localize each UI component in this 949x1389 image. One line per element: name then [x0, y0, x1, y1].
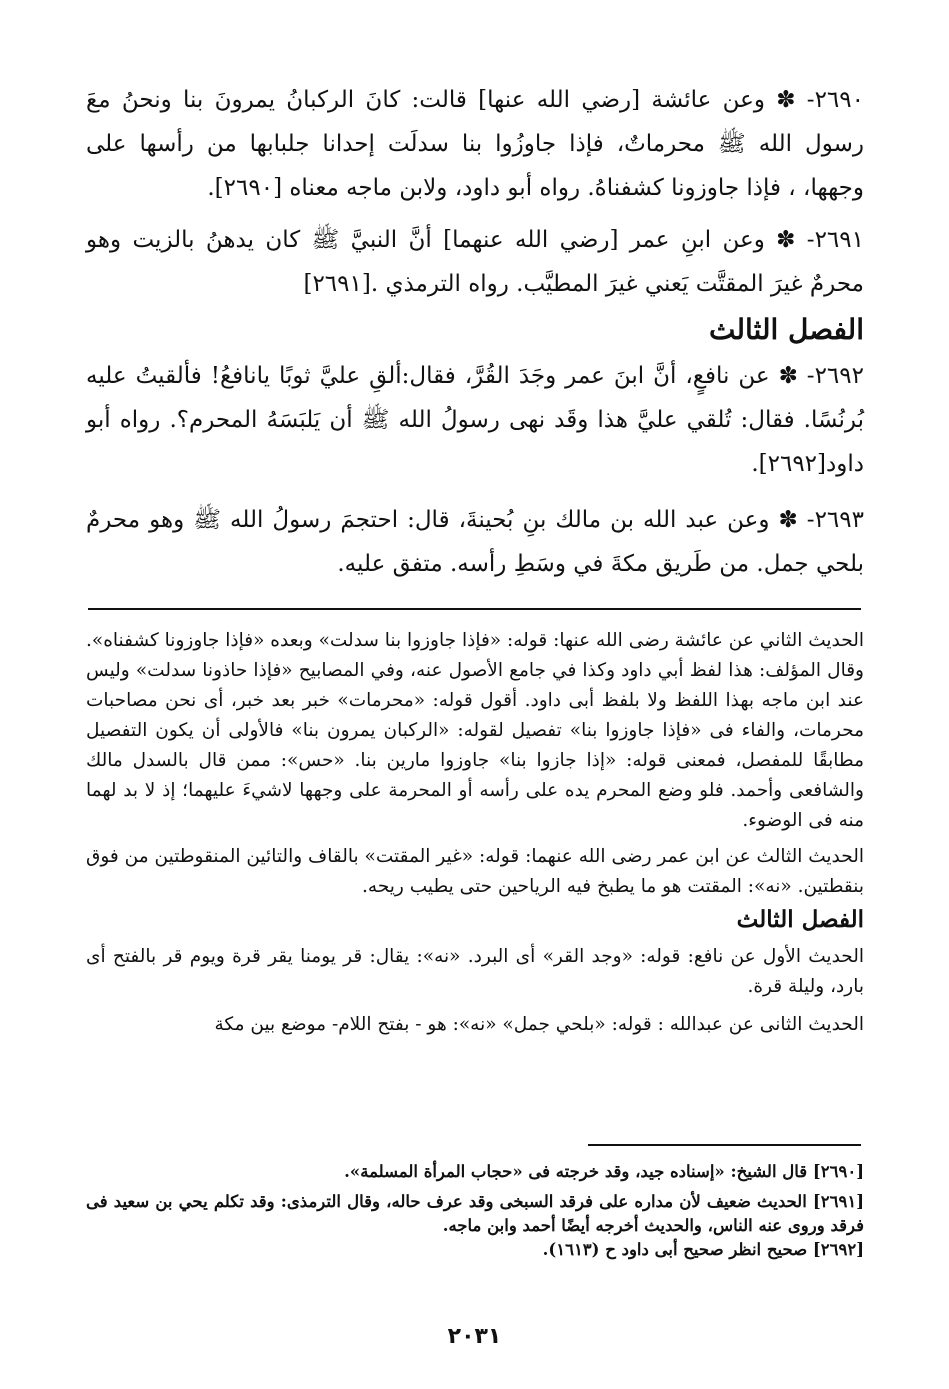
page-number: ٢٠٣١: [447, 1324, 502, 1349]
hadith-2690: ٢٦٩٠- ✽ وعن عائشة [رضي الله عنها] قالت: كانَ الركبانُ يمرونَ بنا ونحنُ معَ رسول الله ﷺ محرماتٌ، فإذا جاوزُوا بنا سدلَت إحدانا جلبابها من رأسها على وجهها، ، فإذا جاوزونا كشفناهُ. رواه أبو داود، ولابن ماجه معناه [٢٦٩٠].: [86, 87, 864, 201]
hadith-2693: ٢٦٩٣- ✽ وعن عبد الله بن مالك بنِ بُحينةَ، قال: احتجمَ رسولُ الله ﷺ وهو محرمٌ بلحي جمل. من طَريق مكةَ في وسَطِ رأسه. متفق عليه.: [86, 507, 864, 577]
footnote-2692: [٢٦٩٢] صحيح انظر صحيح أبى داود ح (١٦١٣).: [542, 1240, 864, 1259]
commentary-heading: الفصل الثالث: [736, 906, 864, 933]
hadith-2692: ٢٦٩٢- ✽ عن نافعٍ، أنَّ ابنَ عمر وجَدَ القُرَّ، فقال:ألقِ عليَّ ثوبًا يانافعُ! فألقيتُ عليه بُرنُسًا. فقال: تُلقي عليَّ هذا وقَد نهى رسولُ الله ﷺ أن يَلبَسَهُ المحرم؟. رواه أبو داود[٢٦٩٢].: [86, 363, 864, 477]
footnotes: [86, 1160, 864, 1262]
main-text: [86, 78, 864, 586]
hadith-2691: ٢٦٩١- ✽ وعن ابنِ عمر [رضي الله عنهما] أنَّ النبيَّ ﷺ كان يدهنُ بالزيت وهو محرمٌ غيرَ المقتَّت يَعني غيرَ المطيَّب. رواه الترمذي .[٢٦٩١]: [86, 227, 864, 297]
footnote-divider: [588, 1144, 861, 1146]
section-heading: الفصل الثالث: [708, 313, 864, 346]
footnote-2690: [٢٦٩٠] قال الشيخ: «إسناده جيد، وقد خرجته فى «حجاب المرأة المسلمة».: [344, 1162, 864, 1181]
main-divider: [88, 608, 861, 610]
footnote-2691: [٢٦٩١] الحديث ضعيف لأن مداره على فرقد السبخى وقد عرف حاله، وقال الترمذى: وقد تكلم يحي بن سعيد فى فرقد وروى عنه الناس، والحديث أخرجه أيضًا أحمد وابن ماجه.: [86, 1192, 864, 1235]
commentary-paragraph: الحديث الأول عن نافع: قوله: «وجد القر» أى البرد. «نه»: يقال: قر يومنا يقر قرة ويوم قر بالفتح أى بارد، وليلة قرة.: [86, 946, 864, 997]
commentary-paragraph: الحديث الثالث عن ابن عمر رضى الله عنهما: قوله: «غير المقتت» بالقاف والتائين المنقوطتين من فوق بنقطتين. «نه»: المقتت هو ما يطبخ فيه الرياحين حتى يطيب ريحه.: [86, 846, 864, 897]
commentary-paragraph: الحديث الثاني عن عائشة رضى الله عنها: قوله: «فإذا جاوزوا بنا سدلت» وبعده «فإذا جاوزونا كشفناه». وقال المؤلف: هذا لفظ أبي داود وكذا في جامع الأصول عنه، وفي المصابيح «فإذا حاذونا سدلت» وليس عند ابن ماجه بهذا اللفظ ولا بلفظ أبى داود. أقول قوله: «محرمات» خبر بعد خبر، أى نحن مصاحبات محرمات، والفاء فى «فإذا جاوزوا بنا» تفصيل لقوله: «الركبان يمرون بنا» فالأولى أن يكون التفصيل مطابقًا للمفصل، فمعنى قوله: «إذا جازوا بنا» جاوزوا مارين بنا. «حس»: ممن قال بالسدل مالك والشافعى وأحمد. فلو وضع المحرم يده على رأسه أو المحرمة على وجهها لاشيءَ عليهما؛ إذ لا بد لهما منه فى الوضوء.: [86, 630, 864, 831]
commentary-paragraph: الحديث الثانى عن عبدالله : قوله: «بلحي جمل» «نه»: هو - بفتح اللام- موضع بين مكة: [214, 1014, 864, 1035]
commentary: [86, 626, 864, 1040]
